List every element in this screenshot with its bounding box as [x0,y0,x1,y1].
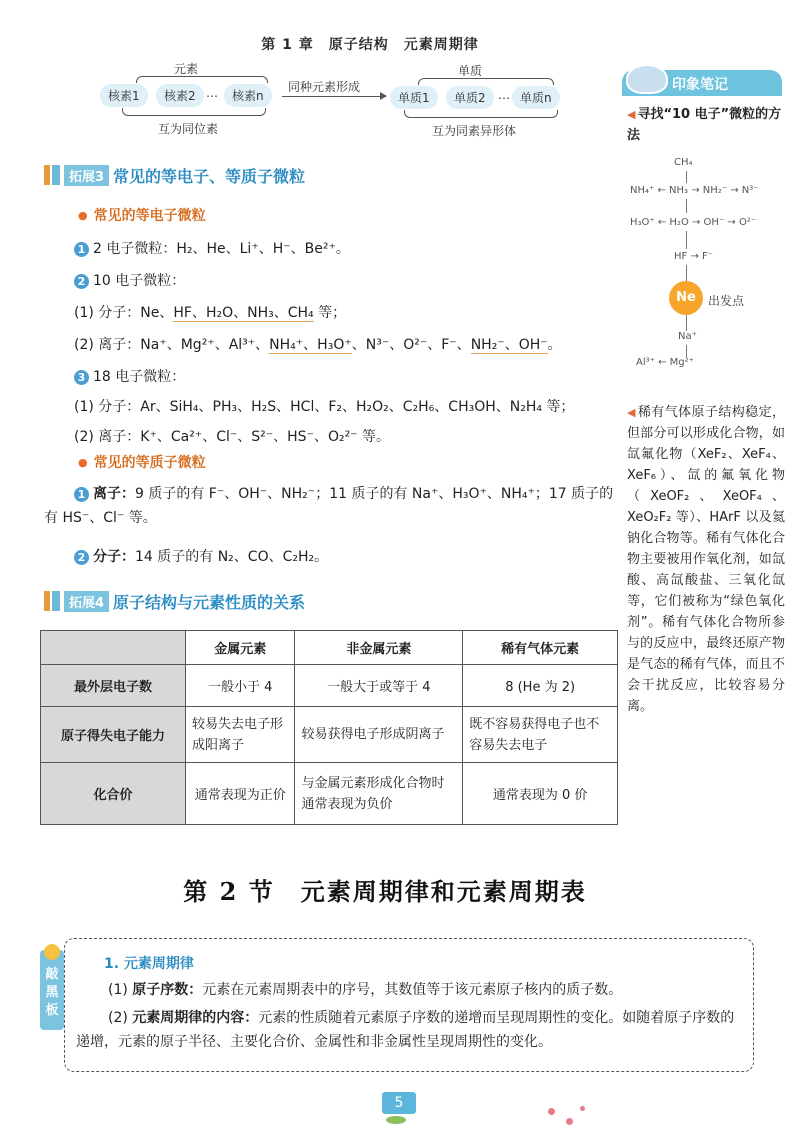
row-header: 最外层电子数 [41,665,186,707]
blackboard-title: 1. 元素周期律 [104,956,194,972]
item-line: (1) 分子：Ar、SiH₄、PH₃、H₂S、HCl、F₂、H₂O₂、C₂H₆、CH₃OH、N₂H₄ 等； [74,399,575,415]
elephant-icon [626,64,668,94]
substance-node: 单质n [512,86,560,109]
element-diagram [100,60,580,140]
table-cell: 与金属元素形成化合物时通常表现为负价 [295,763,463,825]
allotropes-label: 互为同素异形体 [432,124,517,138]
ext4-tab: 拓展4 [64,591,109,612]
number-badge: 1 [74,487,89,502]
section-title: 第 2 节 元素周期律和元素周期表 [183,877,587,906]
item-line: (2) 离子：Na⁺、Mg²⁺、Al³⁺、NH₄⁺、H₃O⁺、N³⁻、O²⁻、F⁻、NH₂⁻、OH⁻。 [74,337,562,353]
table-cell: 既不容易获得电子也不容易失去电子 [463,707,618,763]
substance-label: 单质 [458,64,483,78]
ext4-title: 原子结构与元素性质的关系 [113,592,306,612]
ext3-tab: 拓展3 [64,165,109,186]
item-line: (2) 离子：K⁺、Ca²⁺、Cl⁻、S²⁻、HS⁻、O₂²⁻ 等。 [74,429,391,445]
row-header: 化合价 [41,763,186,825]
item-line: 2 10 电子微粒： [74,270,185,290]
table-cell: 8 (He 为 2) [463,665,618,707]
nuclide-node: 核素n [224,84,272,107]
item-line: (1) 分子：Ne、HF、H₂O、NH₃、CH₄ 等； [74,305,347,321]
sidebar-header: 印象笔记 [622,70,782,96]
sidebar-note-title: ◀ 寻找“10 电子”微粒的方法 [627,107,782,143]
table-row [41,763,618,825]
table-cell: 较易失去电子形成阳离子 [186,707,295,763]
number-badge: 1 [74,242,89,257]
table-cell: 一般小于 4 [186,665,295,707]
number-badge: 3 [74,370,89,385]
page-number: 5 [382,1092,416,1114]
petal-decoration [548,1108,555,1115]
triangle-icon: ◀ [627,406,636,419]
blackboard-tag: 敲黑板 [40,950,64,1030]
element-label: 元素 [174,62,199,76]
item-line: 2 分子：14 质子的有 N₂、CO、C₂H₂。 [74,546,328,566]
sub-heading: ● 常见的等质子微粒 [78,452,206,472]
table-cell: 一般大于或等于 4 [295,665,463,707]
nuclide-node: 核素1 [100,84,148,107]
chapter-header: 第 1 章 原子结构 元素周期律 [261,37,479,53]
table-cell: 通常表现为正价 [186,763,295,825]
petal-decoration [580,1106,585,1111]
ten-electron-diagram: CH₄ NH₄⁺ ← NH₃ → NH₂⁻ → N³⁻ H₃O⁺ ← H₂O → OH⁻ → O²⁻ HF → F⁻ Ne 出发点 Na⁺ Al³⁺ ← Mg²⁺ [630,157,759,368]
triangle-icon: ◀ [627,108,636,121]
isotopes-label: 互为同位素 [158,122,219,136]
number-badge: 2 [74,550,89,565]
table-header-row [41,631,618,665]
table-header [41,631,186,665]
sub-heading: ● 常见的等电子微粒 [78,205,206,225]
item-line: 3 18 电子微粒： [74,366,185,386]
item-line: 1 2 电子微粒：H₂、He、Li⁺、H⁻、Be²⁺。 [74,238,350,258]
table-cell: 通常表现为 0 价 [463,763,618,825]
substance-node: 单质1 [390,86,438,109]
leaf-decoration [386,1116,406,1124]
blackboard-paragraph: (2) 元素周期律的内容：元素的性质随着元素原子序数的递增而呈现周期性的变化。如随着原子序数的递增，元素的原子半径、主要化合价、金属性和非金属性呈现周期性的变化。 [76,1010,735,1050]
sidebar-note: ◀ 稀有气体原子结构稳定，但部分可以形成化合物，如氙氟化物（XeF₂、XeF₄、XeF₆）、氙的氟氧化物（XeOF₂、XeOF₄、XeO₂F₂ 等）、HArF 以及氦钠化合物等。稀有气体化合物主要被用作氧化剂，如氙酸、高氙酸盐、三氧化氙等，它们被称为“绿色氧化剂”。稀有气体化合物所参与的反应中，最终还原产物是气态的稀有气体，而且不会干扰反应，比较容易分离。 [627,405,785,714]
proton-ions-paragraph: 1 离子：9 质子的有 F⁻、OH⁻、NH₂⁻；11 质子的有 Na⁺、H₃O⁺、NH₄⁺；17 质子的有 HS⁻、Cl⁻ 等。 [44,486,614,526]
ne-origin-circle: Ne [669,281,703,315]
ext4-heading [44,590,305,612]
petal-decoration [566,1118,573,1125]
table-header: 金属元素 [186,631,295,665]
ellipsis: … [498,88,510,102]
blackboard-paragraph: (1) 原子序数：元素在元素周期表中的序号，其数值等于该元素原子核内的质子数。 [108,982,623,998]
table-row [41,707,618,763]
arrow-label: 同种元素形成 [288,80,361,94]
table-row [41,665,618,707]
element-properties-table [40,630,618,825]
ext3-heading [44,164,305,186]
table-header: 稀有气体元素 [463,631,618,665]
ext3-title: 常见的等电子、等质子微粒 [113,166,306,186]
table-header: 非金属元素 [295,631,463,665]
ellipsis: … [206,86,218,100]
lightbulb-icon [44,944,60,960]
number-badge: 2 [74,274,89,289]
arrow [282,96,386,97]
row-header: 原子得失电子能力 [41,707,186,763]
substance-node: 单质2 [446,86,494,109]
table-cell: 较易获得电子形成阴离子 [295,707,463,763]
nuclide-node: 核素2 [156,84,204,107]
